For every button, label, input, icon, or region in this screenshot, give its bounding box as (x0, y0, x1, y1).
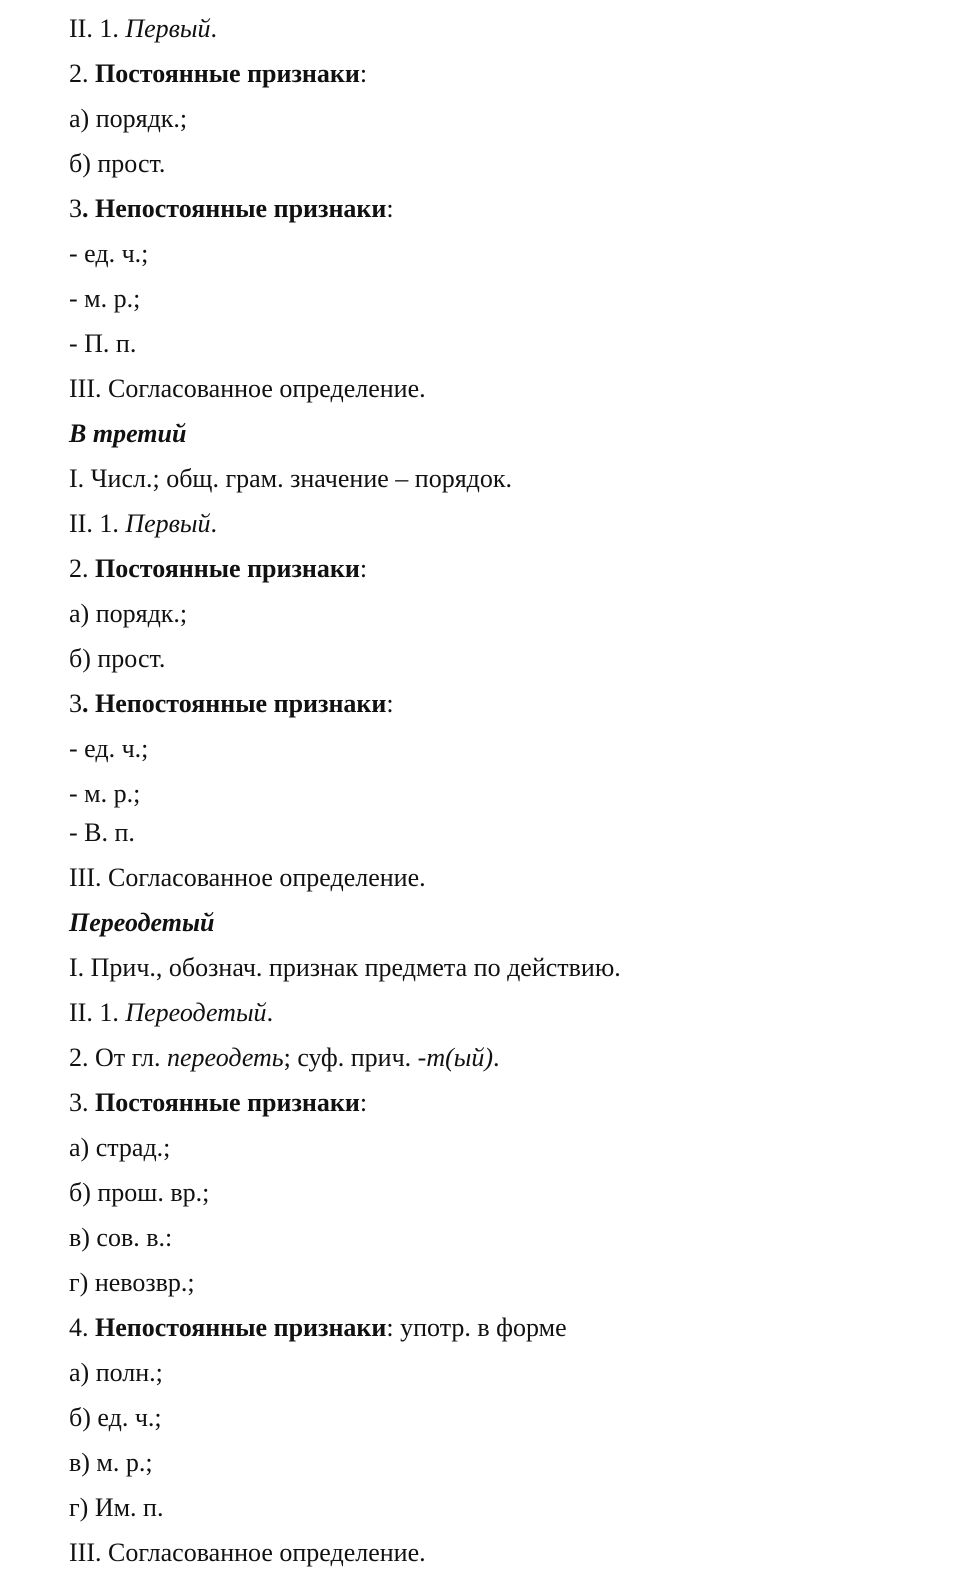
text-line: II. 1. Первый. (69, 509, 218, 538)
text-line: а) полн.; (69, 1358, 163, 1387)
text-line: - ед. ч.; (69, 734, 149, 763)
text-line: 2. От гл. переодеть; суф. прич. -т(ый). (69, 1043, 500, 1072)
text-line: 4. Непостоянные признаки: употр. в форме (69, 1313, 567, 1342)
text-line: г) невозвр.; (69, 1268, 195, 1297)
text-line: б) прост. (69, 149, 166, 178)
text-line: III. Согласованное определение. (69, 863, 426, 892)
section-heading: Переодетый (69, 908, 215, 937)
text-line: а) страд.; (69, 1133, 171, 1162)
text-line: - П. п. (69, 329, 137, 358)
text-line: II. 1. Первый. (69, 14, 218, 43)
text-line: в) сов. в.: (69, 1223, 173, 1252)
text-line: I. Числ.; общ. грам. значение – порядок. (69, 464, 513, 493)
text-line: I. Прич., обознач. признак предмета по действию. (69, 953, 621, 982)
text-line: II. 1. Переодетый. (69, 998, 274, 1027)
text-line: б) ед. ч.; (69, 1403, 162, 1432)
text-line: - м. р.; (69, 284, 141, 313)
text-line: III. Согласованное определение. (69, 1538, 426, 1567)
text-line: 3. Постоянные признаки: (69, 1088, 368, 1117)
text-line: 2. Постоянные признаки: (69, 59, 368, 88)
text-line: - м. р.; (69, 779, 141, 808)
text-line: б) прош. вр.; (69, 1178, 210, 1207)
text-line: а) порядк.; (69, 599, 188, 628)
text-line: - ед. ч.; (69, 239, 149, 268)
text-line: 3. Непостоянные признаки: (69, 194, 394, 223)
text-line: г) Им. п. (69, 1493, 164, 1522)
section-heading: В третий (69, 419, 187, 448)
text-line: в) м. р.; (69, 1448, 153, 1477)
text-line: а) порядк.; (69, 104, 188, 133)
text-line: - В. п. (69, 818, 135, 847)
text-line: III. Согласованное определение. (69, 374, 426, 403)
text-line: б) прост. (69, 644, 166, 673)
text-line: 3. Непостоянные признаки: (69, 689, 394, 718)
text-line: 2. Постоянные признаки: (69, 554, 368, 583)
